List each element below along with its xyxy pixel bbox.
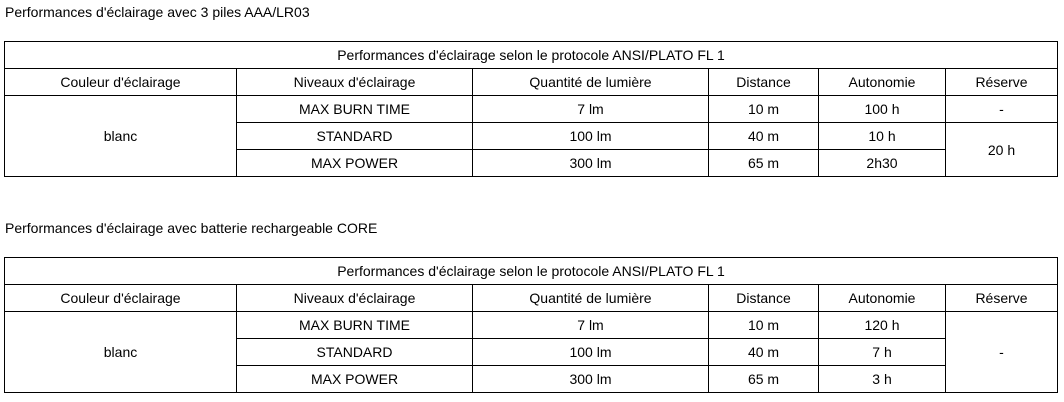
cell-distance: 40 m <box>709 339 819 366</box>
table-title-row <box>5 42 1058 69</box>
cell-light-quantity: 7 lm <box>473 96 709 123</box>
header-autonomy: Autonomie <box>819 69 946 96</box>
cell-level: MAX BURN TIME <box>237 96 473 123</box>
cell-level: MAX BURN TIME <box>237 312 473 339</box>
cell-autonomy: 120 h <box>819 312 946 339</box>
header-color: Couleur d'éclairage <box>5 69 237 96</box>
table-title: Performances d'éclairage selon le protocole ANSI/PLATO FL 1 <box>5 42 1058 69</box>
cell-distance: 65 m <box>709 366 819 393</box>
cell-level: STANDARD <box>237 339 473 366</box>
cell-distance: 10 m <box>709 312 819 339</box>
header-level: Niveaux d'éclairage <box>237 69 473 96</box>
cell-reserve: 20 h <box>946 123 1058 177</box>
table-title: Performances d'éclairage selon le protocole ANSI/PLATO FL 1 <box>5 258 1058 285</box>
cell-color: blanc <box>5 312 237 393</box>
table-header-row <box>5 69 1058 96</box>
performance-table-aaa <box>4 41 1058 177</box>
table-row <box>5 96 1058 123</box>
header-color: Couleur d'éclairage <box>5 285 237 312</box>
cell-autonomy: 10 h <box>819 123 946 150</box>
header-reserve: Réserve <box>946 69 1058 96</box>
cell-distance: 10 m <box>709 96 819 123</box>
header-distance: Distance <box>709 69 819 96</box>
header-reserve: Réserve <box>946 285 1058 312</box>
cell-autonomy: 3 h <box>819 366 946 393</box>
cell-light-quantity: 100 lm <box>473 123 709 150</box>
section-caption-core-battery: Performances d'éclairage avec batterie rechargeable CORE <box>5 220 378 236</box>
table-title-row <box>5 258 1058 285</box>
cell-level: STANDARD <box>237 123 473 150</box>
cell-autonomy: 100 h <box>819 96 946 123</box>
cell-level: MAX POWER <box>237 150 473 177</box>
header-autonomy: Autonomie <box>819 285 946 312</box>
cell-light-quantity: 7 lm <box>473 312 709 339</box>
table-row <box>5 312 1058 339</box>
cell-light-quantity: 300 lm <box>473 150 709 177</box>
cell-light-quantity: 300 lm <box>473 366 709 393</box>
header-light-quantity: Quantité de lumière <box>473 69 709 96</box>
header-distance: Distance <box>709 285 819 312</box>
cell-distance: 40 m <box>709 123 819 150</box>
cell-reserve: - <box>946 312 1058 393</box>
cell-level: MAX POWER <box>237 366 473 393</box>
header-light-quantity: Quantité de lumière <box>473 285 709 312</box>
cell-autonomy: 7 h <box>819 339 946 366</box>
header-level: Niveaux d'éclairage <box>237 285 473 312</box>
performance-table-core <box>4 257 1058 393</box>
cell-reserve: - <box>946 96 1058 123</box>
section-caption-aaa-batteries: Performances d'éclairage avec 3 piles AAA/LR03 <box>5 4 310 20</box>
cell-autonomy: 2h30 <box>819 150 946 177</box>
cell-color: blanc <box>5 96 237 177</box>
table-header-row <box>5 285 1058 312</box>
cell-distance: 65 m <box>709 150 819 177</box>
cell-light-quantity: 100 lm <box>473 339 709 366</box>
